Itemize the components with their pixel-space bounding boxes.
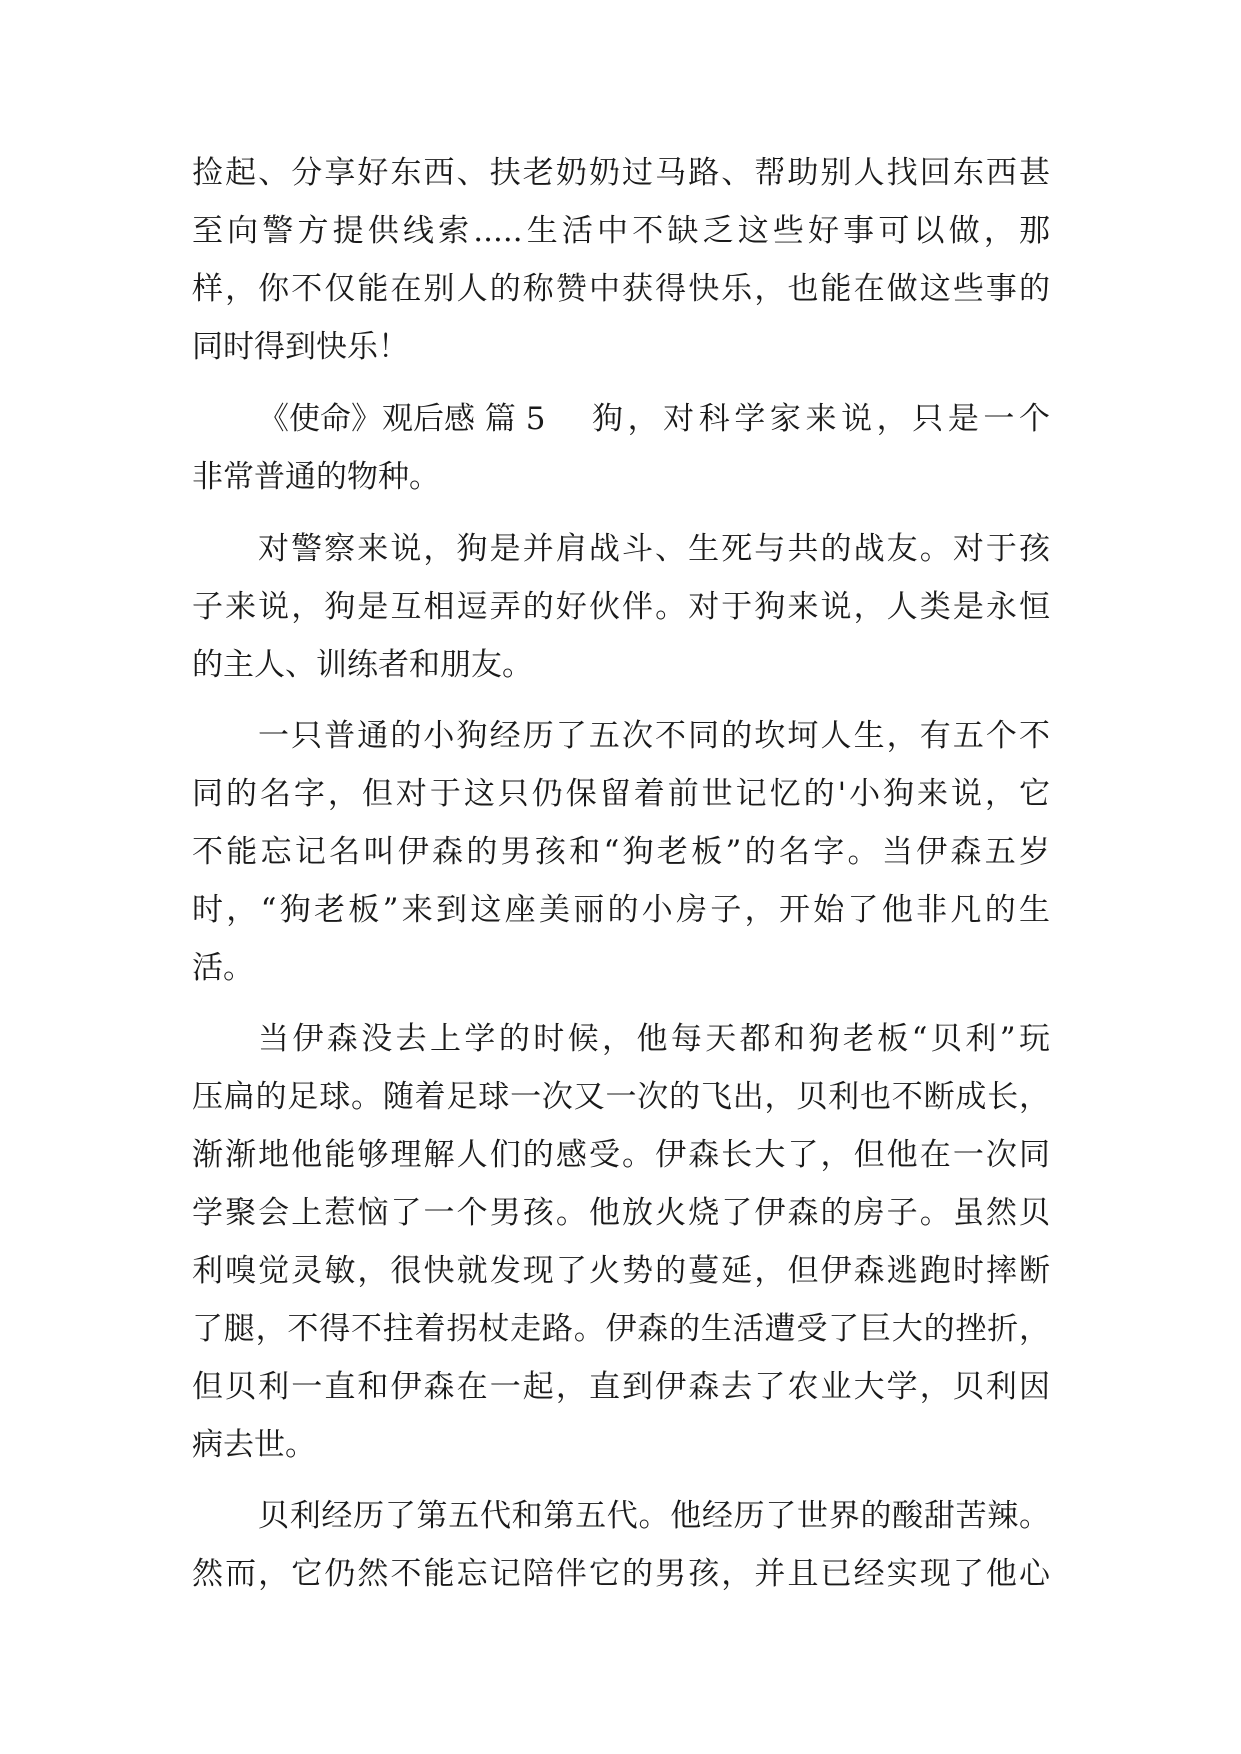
paragraph-line: 渐渐地他能够理解人们的感受。伊森长大了，但他在一次同	[192, 1137, 1050, 1173]
paragraph-line: 捡起、分享好东西、扶老奶奶过马路、帮助别人找回东西甚	[192, 155, 1050, 191]
section-title: 《使命》观后感 篇 5	[258, 401, 546, 437]
paragraph-line: 时，“狗老板”来到这座美丽的小房子，开始了他非凡的生	[192, 892, 1050, 928]
paragraph-line: 同的名字，但对于这只仍保留着前世记忆的'小狗来说，它	[192, 776, 1050, 812]
paragraph-line: 学聚会上惹恼了一个男孩。他放火烧了伊森的房子。虽然贝	[192, 1195, 1050, 1231]
paragraph-line: 了腿，不得不拄着拐杖走路。伊森的生活遭受了巨大的挫折，	[192, 1311, 1050, 1347]
paragraph-line: 压扁的足球。随着足球一次又一次的飞出，贝利也不断成长，	[192, 1079, 1050, 1115]
paragraph-line: 当伊森没去上学的时候，他每天都和狗老板“贝利”玩	[258, 1021, 1050, 1057]
paragraph-line: 贝利经历了第五代和第五代。他经历了世界的酸甜苦辣。	[258, 1498, 1050, 1534]
paragraph-line: 至向警方提供线索.....生活中不缺乏这些好事可以做，那	[192, 213, 1050, 249]
paragraph-line: 同时得到快乐！	[192, 329, 409, 365]
paragraph-line: 非常普通的物种。	[192, 459, 440, 495]
paragraph-line: 子来说，狗是互相逗弄的好伙伴。对于狗来说，人类是永恒	[192, 589, 1050, 625]
paragraph-line: 病去世。	[192, 1427, 316, 1463]
paragraph-line: 对警察来说，狗是并肩战斗、生死与共的战友。对于孩	[258, 531, 1050, 567]
paragraph-line: 然而，它仍然不能忘记陪伴它的男孩，并且已经实现了他心	[192, 1556, 1050, 1592]
paragraph-line: 不能忘记名叫伊森的男孩和“狗老板”的名字。当伊森五岁	[192, 834, 1050, 870]
paragraph-line: 活。	[192, 950, 254, 986]
paragraph-line: 一只普通的小狗经历了五次不同的坎坷人生，有五个不	[258, 718, 1050, 754]
paragraph-line: 样，你不仅能在别人的称赞中获得快乐，也能在做这些事的	[192, 271, 1050, 307]
paragraph-line: 狗，对科学家来说，只是一个	[592, 401, 1050, 437]
paragraph-line: 但贝利一直和伊森在一起，直到伊森去了农业大学，贝利因	[192, 1369, 1050, 1405]
paragraph-line: 的主人、训练者和朋友。	[192, 647, 533, 683]
paragraph-line: 利嗅觉灵敏，很快就发现了火势的蔓延，但伊森逃跑时摔断	[192, 1253, 1050, 1289]
